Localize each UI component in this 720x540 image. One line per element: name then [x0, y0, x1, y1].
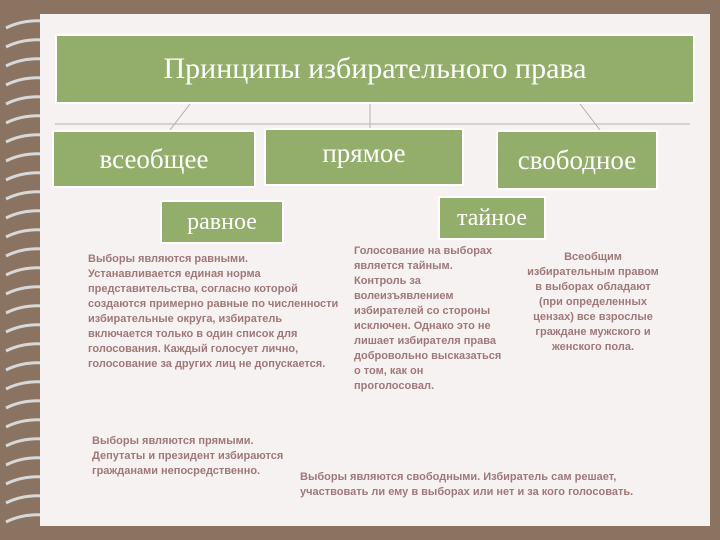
note-line: избирательным правом	[527, 266, 659, 278]
note-line: Голосование на выборах	[354, 245, 493, 257]
note-line: голосование за других лиц не допускается.	[88, 358, 326, 370]
note-line: (при определенных	[539, 296, 647, 308]
note-line: Устанавливается единая норма	[88, 268, 261, 280]
note-line: Выборы являются равными.	[88, 253, 249, 265]
note-line: цензах) все взрослые	[533, 311, 653, 323]
principle-free: свободное	[496, 130, 658, 190]
principle-secret: тайное	[438, 196, 546, 240]
note-line: голосования. Каждый голосует лично,	[88, 343, 299, 355]
note-line: Всеобщим	[564, 251, 622, 263]
note-line: является тайным.	[354, 260, 453, 272]
note-line: о том, как он	[354, 365, 424, 377]
note-line: Контроль за	[354, 275, 421, 287]
note-line: Выборы являются свободными. Избиратель сам решает,	[300, 471, 617, 483]
note-secret	[354, 244, 501, 394]
note-line: включается только в один список для	[88, 328, 298, 340]
note-line: участвовать ли ему в выборах или нет и за кого голосовать.	[300, 486, 634, 498]
note-line: добровольно высказаться	[354, 350, 502, 362]
note-direct	[92, 434, 283, 479]
note-line: исключен. Однако это не	[354, 320, 491, 332]
principle-universal: всеобщее	[52, 130, 256, 188]
note-line: женского пола.	[551, 341, 635, 353]
note-equal	[88, 252, 338, 372]
note-line: избирательные округа, избиратель	[88, 313, 283, 325]
note-line: лишает избирателя права	[354, 335, 496, 347]
note-line: Выборы являются прямыми.	[92, 435, 254, 447]
note-line: граждане мужского и	[535, 326, 651, 338]
note-line: создаются примерно равные по численности	[88, 298, 339, 310]
note-line: избирателей со стороны	[354, 305, 491, 317]
note-line: в выборах обладают	[535, 281, 651, 293]
principle-direct: прямое	[264, 128, 464, 186]
note-line: представительства, согласно которой	[88, 283, 298, 295]
note-free	[300, 470, 633, 500]
principle-equal: равное	[160, 200, 284, 244]
note-line: волеизъявлением	[354, 290, 454, 302]
note-line: Депутаты и президент избираются	[92, 450, 284, 462]
note-line: гражданами непосредственно.	[92, 465, 261, 477]
note-universal	[518, 250, 668, 355]
diagram-title: Принципы избирательного права	[55, 34, 695, 104]
note-line: проголосовал.	[354, 380, 434, 392]
